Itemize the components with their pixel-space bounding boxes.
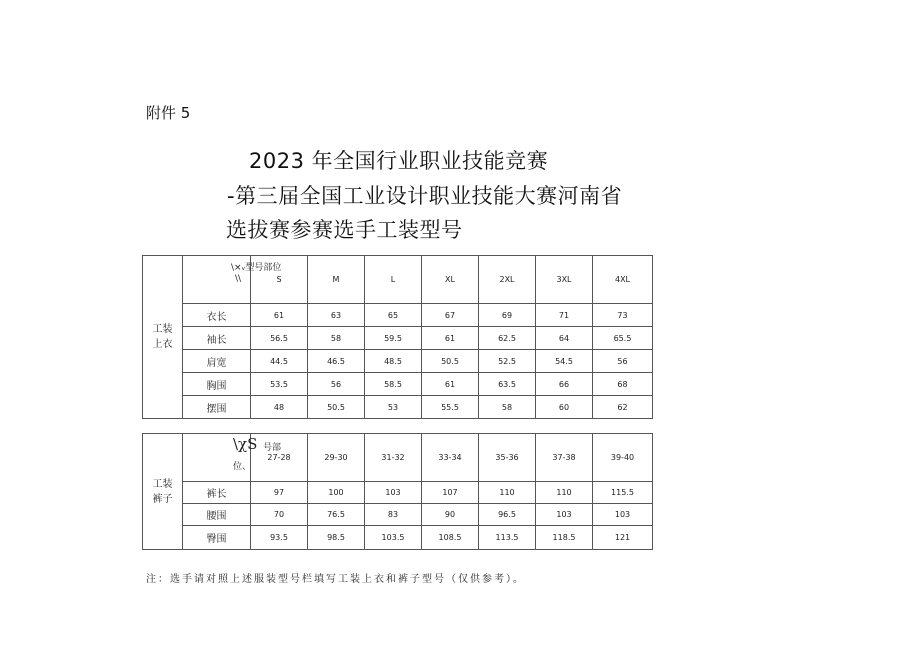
size-header: 33-34 xyxy=(422,434,479,482)
row-label: 胸围 xyxy=(183,373,251,396)
table-cell: 103 xyxy=(365,482,422,504)
group-label-line1: 工装 xyxy=(152,324,173,335)
table-cell: 97 xyxy=(251,482,308,504)
table-cell: 48 xyxy=(251,396,308,419)
title-line-2: -第三届全国工业设计职业技能大赛河南省 xyxy=(227,184,623,208)
row-label: 裤长 xyxy=(183,482,251,504)
table-cell: 113.5 xyxy=(479,526,536,550)
table-cell: 93.5 xyxy=(251,526,308,550)
table-header-row xyxy=(143,256,653,304)
group-label-line1: 工装 xyxy=(152,478,173,490)
header-diag-text-1: 号部 xyxy=(263,443,282,453)
table-cell: 69 xyxy=(479,304,536,327)
table-cell: 48.5 xyxy=(365,350,422,373)
table-cell: 61 xyxy=(422,373,479,396)
table-cell: 64 xyxy=(536,327,593,350)
table-cell: 61 xyxy=(251,304,308,327)
table-cell: 103 xyxy=(536,504,593,526)
title-line-1: 2023 年全国行业职业技能竞赛 xyxy=(249,149,549,173)
group-label-pants xyxy=(143,434,183,550)
table-cell: 62.5 xyxy=(479,327,536,350)
footnote: 注：选手请对照上述服装型号栏填写工装上衣和裤子型号（仅供参考）。 xyxy=(146,574,525,585)
jacket-size-table xyxy=(142,255,653,419)
table-cell: 53 xyxy=(365,396,422,419)
row-label: 袖长 xyxy=(183,327,251,350)
table-cell: 44.5 xyxy=(251,350,308,373)
size-header: 27-28 xyxy=(251,434,308,482)
table-row xyxy=(143,373,653,396)
table-cell: 50.5 xyxy=(308,396,365,419)
header-diag-text-2: 位、 xyxy=(233,462,252,472)
table-cell: 103.5 xyxy=(365,526,422,550)
table-cell: 66 xyxy=(536,373,593,396)
group-label-line2: 裤子 xyxy=(152,493,173,505)
table-cell: 83 xyxy=(365,504,422,526)
table-header-row xyxy=(143,434,653,482)
group-label-jacket xyxy=(143,256,183,419)
table-cell: 62 xyxy=(593,396,653,419)
table-cell: 65.5 xyxy=(593,327,653,350)
header-diag-text-2: \\ xyxy=(235,274,242,284)
size-header: M xyxy=(308,256,365,304)
size-header: S xyxy=(251,256,308,304)
size-header: 2XL xyxy=(479,256,536,304)
table-cell: 53.5 xyxy=(251,373,308,396)
table-cell: 63.5 xyxy=(479,373,536,396)
table-cell: 100 xyxy=(308,482,365,504)
table-row xyxy=(143,327,653,350)
table-cell: 67 xyxy=(422,304,479,327)
table-cell: 63 xyxy=(308,304,365,327)
row-label: 腰围 xyxy=(183,504,251,526)
size-header: 3XL xyxy=(536,256,593,304)
table-cell: 70 xyxy=(251,504,308,526)
table-cell: 110 xyxy=(479,482,536,504)
table-cell: 65 xyxy=(365,304,422,327)
table-cell: 56 xyxy=(593,350,653,373)
size-header: L xyxy=(365,256,422,304)
table-cell: 46.5 xyxy=(308,350,365,373)
table-cell: 76.5 xyxy=(308,504,365,526)
header-diag-text-1: \×ᵥ型号部位 xyxy=(231,263,282,273)
table-cell: 54.5 xyxy=(536,350,593,373)
pants-size-table xyxy=(142,433,653,550)
row-label: 臀围 xyxy=(183,526,251,550)
size-header: 37-38 xyxy=(536,434,593,482)
row-label: 肩宽 xyxy=(183,350,251,373)
table-row xyxy=(143,504,653,526)
table-row xyxy=(143,526,653,550)
table-cell: 58 xyxy=(479,396,536,419)
table-cell: 90 xyxy=(422,504,479,526)
table-cell: 121 xyxy=(593,526,653,550)
table-cell: 98.5 xyxy=(308,526,365,550)
table-cell: 55.5 xyxy=(422,396,479,419)
size-header: XL xyxy=(422,256,479,304)
header-diagonal-cell xyxy=(183,256,282,304)
size-header: 31-32 xyxy=(365,434,422,482)
table-cell: 110 xyxy=(536,482,593,504)
table-cell: 108.5 xyxy=(422,526,479,550)
table-cell: 50.5 xyxy=(422,350,479,373)
header-diag-big-text: \χS xyxy=(233,435,258,453)
size-header: 4XL xyxy=(593,256,653,304)
table-cell: 71 xyxy=(536,304,593,327)
size-header: 35-36 xyxy=(479,434,536,482)
table-cell: 73 xyxy=(593,304,653,327)
table-cell: 58 xyxy=(308,327,365,350)
table-cell: 52.5 xyxy=(479,350,536,373)
table-cell: 107 xyxy=(422,482,479,504)
row-label: 摆围 xyxy=(183,396,251,419)
title-line-3: 选拔赛参赛选手工装型号 xyxy=(226,218,463,242)
table-cell: 59.5 xyxy=(365,327,422,350)
size-header: 39-40 xyxy=(593,434,653,482)
table-cell: 61 xyxy=(422,327,479,350)
table-cell: 103 xyxy=(593,504,653,526)
table-cell: 56.5 xyxy=(251,327,308,350)
group-label-line2: 上衣 xyxy=(152,339,173,350)
size-header: 29-30 xyxy=(308,434,365,482)
attachment-label: 附件 5 xyxy=(146,104,191,122)
table-row xyxy=(143,396,653,419)
table-cell: 58.5 xyxy=(365,373,422,396)
table-row xyxy=(143,482,653,504)
table-row xyxy=(143,304,653,327)
table-cell: 68 xyxy=(593,373,653,396)
table-cell: 60 xyxy=(536,396,593,419)
table-cell: 96.5 xyxy=(479,504,536,526)
table-cell: 56 xyxy=(308,373,365,396)
table-cell: 115.5 xyxy=(593,482,653,504)
table-cell: 118.5 xyxy=(536,526,593,550)
row-label: 衣长 xyxy=(183,304,251,327)
table-row xyxy=(143,350,653,373)
